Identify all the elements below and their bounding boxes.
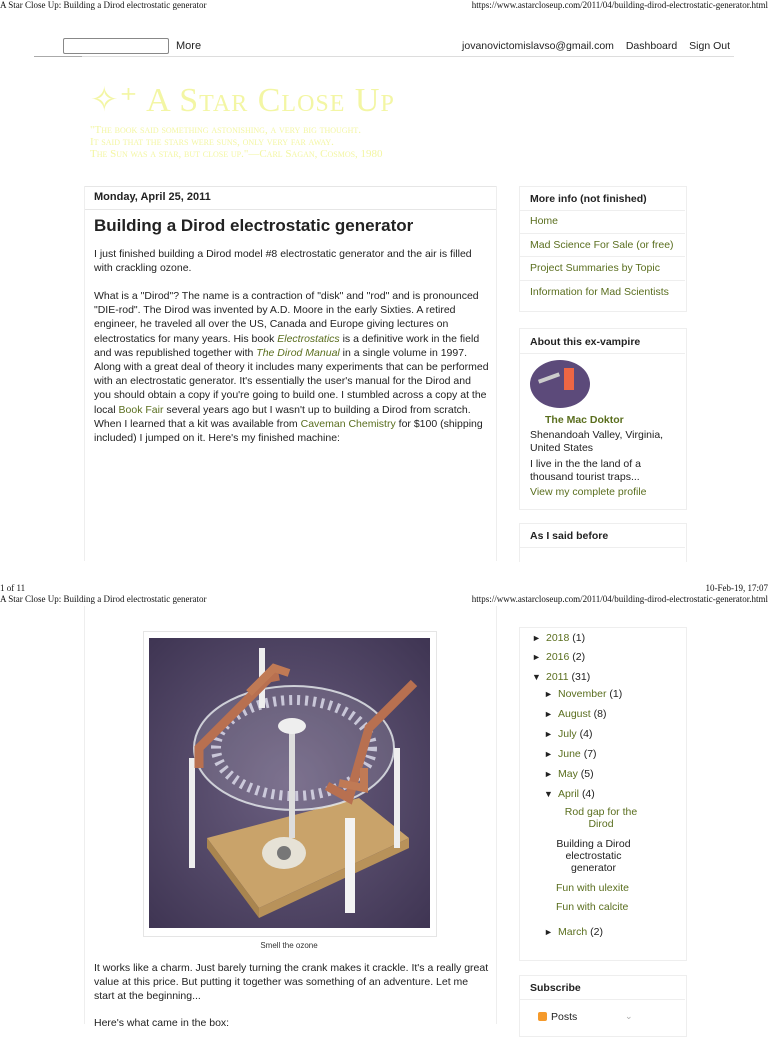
- print-timestamp: 10-Feb-19, 17:07: [706, 583, 768, 593]
- main-left-border: [84, 186, 85, 561]
- post-paragraph-1: I just finished building a Dirod model #8 electrostatic generator and the air is filled with crackling ozone.: [94, 247, 490, 275]
- blog-title[interactable]: ✧⁺ A Star Close Up: [90, 80, 395, 120]
- collapse-arrow-icon[interactable]: ▼: [532, 672, 541, 682]
- widget-divider: [519, 256, 685, 257]
- archive-title: As I said before: [530, 530, 608, 542]
- more-info-title: More info (not finished): [530, 193, 647, 205]
- view-profile-link[interactable]: View my complete profile: [530, 486, 647, 498]
- post-paragraph-3: It works like a charm. Just barely turning the crank makes it crackle. It's a really great value at this price. But putting it together was something of an adventure. Let me start at the beginning...: [94, 961, 490, 1004]
- expand-arrow-icon[interactable]: ►: [544, 709, 553, 719]
- photo-caption: Smell the ozone: [143, 941, 435, 950]
- dirod-photo[interactable]: [149, 638, 430, 928]
- archive-month-april[interactable]: April (4): [558, 788, 595, 800]
- navbar-divider: [34, 56, 734, 57]
- expand-arrow-icon[interactable]: ►: [532, 652, 541, 662]
- sparkle-icon: ✧⁺: [90, 82, 146, 119]
- electrostatics-link[interactable]: Electrostatics: [277, 333, 339, 345]
- blog-tagline: "The book said something astonishing, a very big thought. It said that the stars were suns, only very far away. The Sun was a star, but close up."—Carl Sagan, Cosmos, 1980: [90, 124, 383, 160]
- widget-divider: [519, 280, 685, 281]
- widget-divider: [519, 999, 685, 1000]
- archive-widget: [519, 523, 687, 562]
- caveman-chemistry-link[interactable]: Caveman Chemistry: [301, 418, 396, 430]
- archive-month-august[interactable]: August (8): [558, 708, 606, 720]
- subscribe-posts[interactable]: Posts: [551, 1011, 701, 1024]
- expand-arrow-icon[interactable]: ►: [544, 689, 553, 699]
- print-title: A Star Close Up: Building a Dirod electrostatic generator: [0, 0, 206, 10]
- sidebar-link-mad-science[interactable]: Mad Science For Sale (or free): [530, 239, 674, 251]
- archive-month-march[interactable]: March (2): [558, 926, 603, 938]
- widget-divider: [519, 547, 685, 548]
- page-count: 1 of 11: [0, 583, 25, 593]
- chevron-down-icon[interactable]: ⌄: [625, 1011, 633, 1022]
- archive-post-building-dirod[interactable]: Building a Dirod electrostatic generator: [556, 838, 631, 874]
- navbar-divider-accent: [34, 56, 82, 57]
- sidebar-link-info-mad-scientists[interactable]: Information for Mad Scientists: [530, 286, 669, 298]
- print-title-2: A Star Close Up: Building a Dirod electrostatic generator: [0, 594, 206, 604]
- expand-arrow-icon[interactable]: ►: [544, 927, 553, 937]
- archive-year-2016[interactable]: 2016 (2): [546, 651, 585, 663]
- archive-post-ulexite[interactable]: Fun with ulexite: [556, 882, 629, 894]
- account-bar: [453, 40, 730, 52]
- expand-arrow-icon[interactable]: ►: [544, 749, 553, 759]
- sidebar-link-home[interactable]: Home: [530, 215, 558, 227]
- dashboard-link[interactable]: Dashboard: [626, 40, 677, 52]
- profile-location: Shenandoah Valley, Virginia, United States: [530, 429, 680, 455]
- archive-month-june[interactable]: June (7): [558, 748, 597, 760]
- archive-post-rod-gap[interactable]: Rod gap for the Dirod: [556, 806, 646, 830]
- post-paragraph-4: Here's what came in the box:: [94, 1016, 490, 1030]
- expand-arrow-icon[interactable]: ►: [544, 769, 553, 779]
- widget-divider: [519, 233, 685, 234]
- main-left-border-2: [84, 606, 85, 1024]
- profile-bio: I live in the the land of a thousand tourist traps...: [530, 458, 680, 484]
- widget-divider: [519, 353, 685, 354]
- rss-feed-icon: [538, 1012, 547, 1021]
- widget-divider: [519, 210, 685, 211]
- post-date: Monday, April 25, 2011: [94, 191, 211, 203]
- account-email[interactable]: jovanovictomislavso@gmail.com: [462, 40, 614, 52]
- expand-arrow-icon[interactable]: ►: [532, 633, 541, 643]
- main-top-rule: [84, 186, 496, 187]
- print-url-2: https://www.astarcloseup.com/2011/04/building-dirod-electrostatic-generator.html: [472, 594, 768, 604]
- dirod-manual-link[interactable]: The Dirod Manual: [256, 347, 339, 359]
- about-title: About this ex-vampire: [530, 336, 640, 348]
- post-title[interactable]: Building a Dirod electrostatic generator: [94, 216, 413, 236]
- archive-year-2018[interactable]: 2018 (1): [546, 632, 585, 644]
- main-right-border-2: [496, 606, 497, 1024]
- print-url: https://www.astarcloseup.com/2011/04/building-dirod-electrostatic-generator.html: [472, 0, 768, 10]
- archive-month-may[interactable]: May (5): [558, 768, 594, 780]
- archive-month-november[interactable]: November (1): [558, 688, 622, 700]
- archive-post-calcite[interactable]: Fun with calcite: [556, 901, 628, 913]
- search-input[interactable]: [63, 38, 169, 54]
- archive-year-2011[interactable]: 2011 (31): [546, 671, 590, 683]
- collapse-arrow-icon[interactable]: ▼: [544, 789, 553, 799]
- sign-out-link[interactable]: Sign Out: [689, 40, 730, 52]
- main-right-border: [496, 186, 497, 561]
- archive-month-july[interactable]: July (4): [558, 728, 592, 740]
- profile-name[interactable]: The Mac Doktor: [545, 414, 624, 426]
- post-paragraph-2: What is a "Dirod"? The name is a contraction of "disk" and "rod" and is pronounced "DIE-rod". The Dirod was invented by A.D. Moore in the early Sixties. A retired engineer, he traveled all over the US, Canada and Europe giving lectures on electrostatics for many years. His book Electrostatics is a definitive work in the field and was republished together with The Dirod Manual in a single volume in 1997. Along with a great deal of theory it includes many experiments that can be performed with an electrostatic generator. It's essentially the user's manual for the Dirod and you should obtain a copy if you're going to build one. I stumbled across a copy at the local Book Fair several years ago but I wasn't up to building a Dirod from scratch. When I learned that a kit was available from Caveman Chemistry for $100 (shipping included) I jumped on it. Here's my finished machine:: [94, 289, 490, 445]
- more-link[interactable]: More: [176, 40, 201, 52]
- date-rule: [84, 209, 496, 210]
- profile-avatar[interactable]: [530, 360, 590, 408]
- book-fair-link[interactable]: Book Fair: [119, 404, 164, 416]
- expand-arrow-icon[interactable]: ►: [544, 729, 553, 739]
- subscribe-title: Subscribe: [530, 982, 581, 994]
- sidebar-link-project-summaries[interactable]: Project Summaries by Topic: [530, 262, 660, 274]
